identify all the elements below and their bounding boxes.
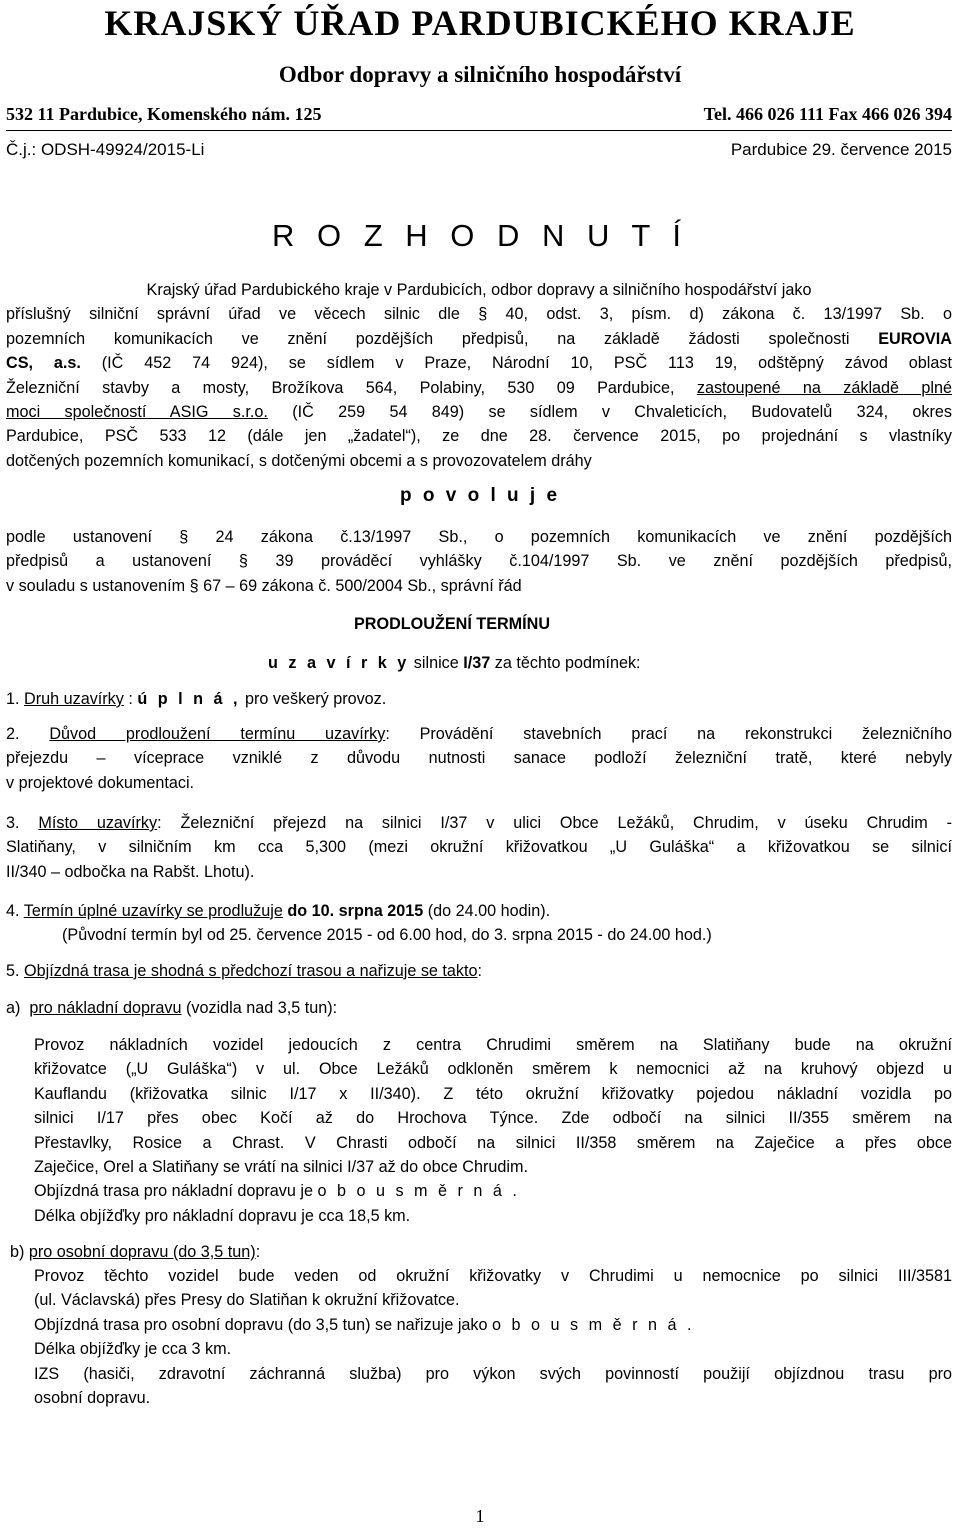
phone-fax: Tel. 466 026 111 Fax 466 026 394 (703, 104, 952, 124)
detour-b-length: Délka objížďky je cca 3 km. (34, 1340, 232, 1359)
detour-a-line: Přestavlky, Rosice a Chrast. V Chrasti odbočí na silnici II/358 směrem na Zaječice a přes obce (34, 1133, 952, 1152)
intro-line: dotčených pozemních komunikací, s dotčenými obcemi a s provozovatelem dráhy (6, 451, 592, 470)
item-closure-type: 1. Druh uzavírky : ú p l n á , pro veškerý provoz. (6, 690, 387, 708)
department-name: Odbor dopravy a silničního hospodářství (278, 62, 682, 87)
intro-line: Krajský úřad Pardubického kraje v Pardubicích, odbor dopravy a silničního hospodářství jako (146, 281, 812, 299)
legal-basis-line: předpisů a ustanovení § 39 prováděcí vyhlášky č.104/1997 Sb. ve znění pozdějších předpisů, (6, 552, 952, 571)
detour-a-heading: a) pro nákladní dopravu (vozidla nad 3,5 tun): (6, 999, 338, 1017)
detour-a-line: silnici I/17 přes obec Kočí až do Hrochova Týnce. Zde odbočí na silnici II/355 směrem na (34, 1109, 952, 1128)
intro-line: moci společností ASIG s.r.o. (IČ 259 54 849) se sídlem v Chvaleticích, Budovatelů 324, okres (6, 403, 952, 422)
address-line (6, 104, 952, 131)
intro-line: pozemních komunikacích ve znění pozdějších předpisů, na základě žádosti společnosti EUROVIA (6, 329, 952, 348)
intro-line: Pardubice, PSČ 533 12 (dále jen „žadatel“), ze dne 28. července 2015, po projednání s vlastníky (6, 427, 952, 446)
detour-a-line: Zaječice, Orel a Slatiňany se vrátí na silnici I/37 až do obce Chrudim. (34, 1158, 528, 1177)
item-closure-location: 3. Místo uzavírky: Železniční přejezd na silnici I/37 v ulici Obce Ležáků, Chrudim, v úseku Chrudim - Slatiňany, v silničním km cca 5,300 (mezi okružní křižovatkou „U Guláška“ a křižovatkou se silnicí II/340 – odbočka na Rabšt. Lhotu). (6, 814, 953, 881)
intro-line: CS, a.s. (IČ 452 74 924), se sídlem v Praze, Národní 10, PSČ 113 19, odštěpný závod oblast (6, 354, 952, 373)
detour-a-both-ways: Objízdná trasa pro nákladní dopravu je o b o u s m ě r n á . (34, 1182, 520, 1201)
intro-line: Železniční stavby a mosty, Brožíkova 564, Polabiny, 530 09 Pardubice, zastoupené na základě plné (6, 378, 953, 397)
detour-b-body (34, 1264, 952, 1410)
detour-a-line: Kauflandu (křižovatka silnic I/17 x II/340). Z této okružní křižovatky pojedou nákladní vozidla po (34, 1084, 952, 1103)
place-date: Pardubice 29. července 2015 (730, 140, 952, 159)
legal-basis-line: podle ustanovení § 24 zákona č.13/1997 Sb., o pozemních komunikacích ve znění pozdějších (6, 528, 952, 546)
item-extension-reason: 2. Důvod prodloužení termínu uzavírky: Provádění stavebních prací na rekonstrukci železničního přejezdu – víceprace vzniklé z důvodu nutnosti sanace podloží železniční tratě, které nebyly v projektové dokumentaci. (6, 725, 953, 792)
detour-a-line: křižovatce („U Guláška“) v ul. Obce Ležáků odkloněn směrem k nemocnici až na kruhový objezd u (34, 1060, 952, 1079)
company-name: EUROVIA (878, 329, 952, 348)
closure-heading: u z a v í r k y silnice I/37 za těchto podmínek: (268, 654, 641, 672)
permits-word: p o v o l u j e (399, 485, 561, 506)
extension-heading: PRODLOUŽENÍ TERMÍNU (354, 615, 551, 633)
item-closure-term: 4. Termín úplné uzavírky se prodlužuje do 10. srpna 2015 (do 24.00 hodin). (Původní termín byl od 25. července 2015 - od 6.00 hod, do 3. srpna 2015 - do 24.00 hod.) (6, 902, 712, 945)
reference-line (6, 140, 952, 164)
detour-b-ems: osobní dopravu. (34, 1389, 151, 1408)
detour-a-body (34, 1033, 952, 1228)
detour-a-length: Délka objížďky pro nákladní dopravu je cca 18,5 km. (34, 1206, 411, 1225)
item-detour: 5. Objízdná trasa je shodná s předchozí trasou a nařizuje se takto: (6, 962, 483, 980)
intro-paragraph (6, 278, 952, 473)
reference-number: Č.j.: ODSH-49924/2015-Li (6, 140, 205, 159)
detour-b-heading: b) pro osobní dopravu (do 3,5 tun): (10, 1243, 261, 1261)
address: 532 11 Pardubice, Komenského nám. 125 (6, 104, 322, 124)
page-number: 1 (475, 1506, 485, 1526)
detour-b-both-ways: Objízdná trasa pro osobní dopravu (do 3,5 tun) se nařizuje jako o b o u s m ě r n á . (34, 1315, 695, 1334)
detour-b-line: (ul. Václavská) přes Presy do Slatiňan k okružní křižovatce. (34, 1291, 460, 1310)
company-name: CS, a.s. (6, 354, 81, 373)
detour-a-line: Provoz nákladních vozidel jedoucích z centra Chrudimi směrem na Slatiňany bude na okružní (34, 1036, 952, 1054)
legal-basis-line: v souladu s ustanovením § 67 – 69 zákona č. 500/2004 Sb., správní řád (6, 576, 522, 595)
detour-b-line: Provoz těchto vozidel bude veden od okružní křižovatky v Chrudimi u nemocnice po silnici III/3581 (34, 1267, 952, 1285)
detour-b-ems: IZS (hasiči, zdravotní záchranná služba) pro výkon svých povinností použijí objízdnou trasu pro (34, 1364, 952, 1383)
authority-title: KRAJSKÝ ÚŘAD PARDUBICKÉHO KRAJE (104, 3, 856, 43)
intro-line: příslušný silniční správní úřad ve věcech silnic dle § 40, odst. 3, písm. d) zákona č. 13/1997 Sb. o (6, 305, 952, 324)
decision-heading: R O Z H O D N U T Í (271, 218, 689, 253)
legal-basis (6, 525, 952, 598)
